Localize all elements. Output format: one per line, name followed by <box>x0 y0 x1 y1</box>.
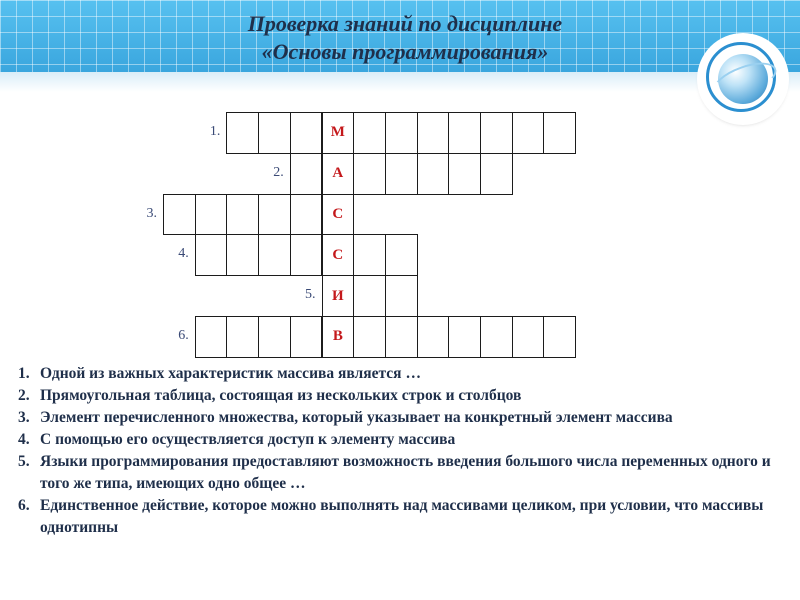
crossword-cell[interactable] <box>480 153 513 195</box>
clue-list <box>18 363 788 539</box>
row-number: 3. <box>146 205 157 221</box>
clue-text: Прямоугольная таблица, состоящая из нескольких строк и столбцов <box>40 387 522 404</box>
crossword-cell[interactable] <box>226 234 259 276</box>
crossword-cell[interactable] <box>417 112 450 154</box>
crossword-cell[interactable] <box>543 112 576 154</box>
clue-number: 5. <box>18 453 30 470</box>
crossword-cell[interactable] <box>385 275 418 317</box>
clue-text: С помощью его осуществляется доступ к элементу массива <box>40 431 456 448</box>
crossword-key-cell[interactable] <box>322 194 355 236</box>
crossword-cell[interactable] <box>353 275 386 317</box>
clue-item <box>18 363 788 385</box>
crossword-cell[interactable] <box>258 112 291 154</box>
crossword-cell[interactable] <box>290 194 323 236</box>
row-number: 6. <box>178 328 189 343</box>
key-letter: С <box>332 205 344 222</box>
crossword-key-cell[interactable] <box>322 153 355 195</box>
clue-item <box>18 407 788 429</box>
crossword-cell[interactable] <box>290 112 323 154</box>
crossword-key-cell[interactable] <box>322 234 355 276</box>
row-number: 2. <box>273 164 284 180</box>
crossword-cell[interactable] <box>258 234 291 276</box>
crossword-cell[interactable] <box>195 316 228 358</box>
clue-text: Языки программирования предоставляют возможность введения большого числа переменных одного и того же типа, имеющих одно общее … <box>40 453 771 492</box>
crossword-cell[interactable] <box>290 316 323 358</box>
crossword-cell[interactable] <box>480 112 513 154</box>
crossword-cell[interactable] <box>385 316 418 358</box>
crossword-key-cell[interactable] <box>322 316 355 358</box>
key-letter: М <box>330 124 345 141</box>
crossword-cell[interactable] <box>543 316 576 358</box>
crossword-key-cell[interactable] <box>322 112 355 154</box>
crossword-cell[interactable] <box>417 316 450 358</box>
globe-icon <box>700 36 786 122</box>
crossword-cell[interactable] <box>195 234 228 276</box>
crossword-cell[interactable] <box>353 316 386 358</box>
crossword-cell[interactable] <box>163 194 196 236</box>
title-line-1: Проверка знаний по дисциплине <box>247 11 563 36</box>
key-letter: В <box>332 328 343 345</box>
clue-text: Элемент перечисленного множества, который указывает на конкретный элемент массива <box>40 409 673 426</box>
title-line-2: «Основы программирования» <box>261 39 549 64</box>
clue-number: 4. <box>18 431 30 448</box>
crossword-cell[interactable] <box>226 316 259 358</box>
clue-text: Одной из важных характеристик массива является … <box>40 365 421 382</box>
crossword-cell[interactable] <box>226 194 259 236</box>
crossword-cell[interactable] <box>448 316 481 358</box>
crossword-cell[interactable] <box>353 112 386 154</box>
crossword-cell[interactable] <box>290 234 323 276</box>
crossword-cell[interactable] <box>258 194 291 236</box>
crossword-cell[interactable] <box>512 316 545 358</box>
page-title <box>150 10 660 66</box>
row-number: 5. <box>305 287 316 303</box>
clue-number: 3. <box>18 409 30 426</box>
clue-item <box>18 451 788 495</box>
clue-item <box>18 385 788 407</box>
clue-number: 2. <box>18 387 30 404</box>
clue-item <box>18 429 788 451</box>
clue-item <box>18 495 788 539</box>
crossword-cell[interactable] <box>353 153 386 195</box>
clue-number: 1. <box>18 365 30 382</box>
crossword-cell[interactable] <box>448 153 481 195</box>
crossword-cell[interactable] <box>385 112 418 154</box>
row-number: 4. <box>178 246 189 262</box>
crossword-cell[interactable] <box>290 153 323 195</box>
crossword-cell[interactable] <box>417 153 450 195</box>
crossword-cell[interactable] <box>258 316 291 358</box>
crossword-cell[interactable] <box>353 234 386 276</box>
crossword-cell[interactable] <box>385 234 418 276</box>
clue-number: 6. <box>18 497 30 514</box>
key-letter: И <box>332 287 344 304</box>
crossword-cell[interactable] <box>226 112 259 154</box>
crossword-cell[interactable] <box>195 194 228 236</box>
row-number: 1. <box>209 124 221 139</box>
crossword-cell[interactable] <box>448 112 481 154</box>
crossword-cell[interactable] <box>480 316 513 358</box>
key-letter: С <box>332 246 344 263</box>
clue-text: Единственное действие, которое можно выполнять над массивами целиком, при условии, что массивы однотипны <box>40 497 764 536</box>
crossword-cell[interactable] <box>512 112 545 154</box>
key-letter: А <box>332 165 344 182</box>
crossword-key-cell[interactable] <box>322 275 355 317</box>
header-fade <box>0 72 800 92</box>
crossword-cell[interactable] <box>385 153 418 195</box>
